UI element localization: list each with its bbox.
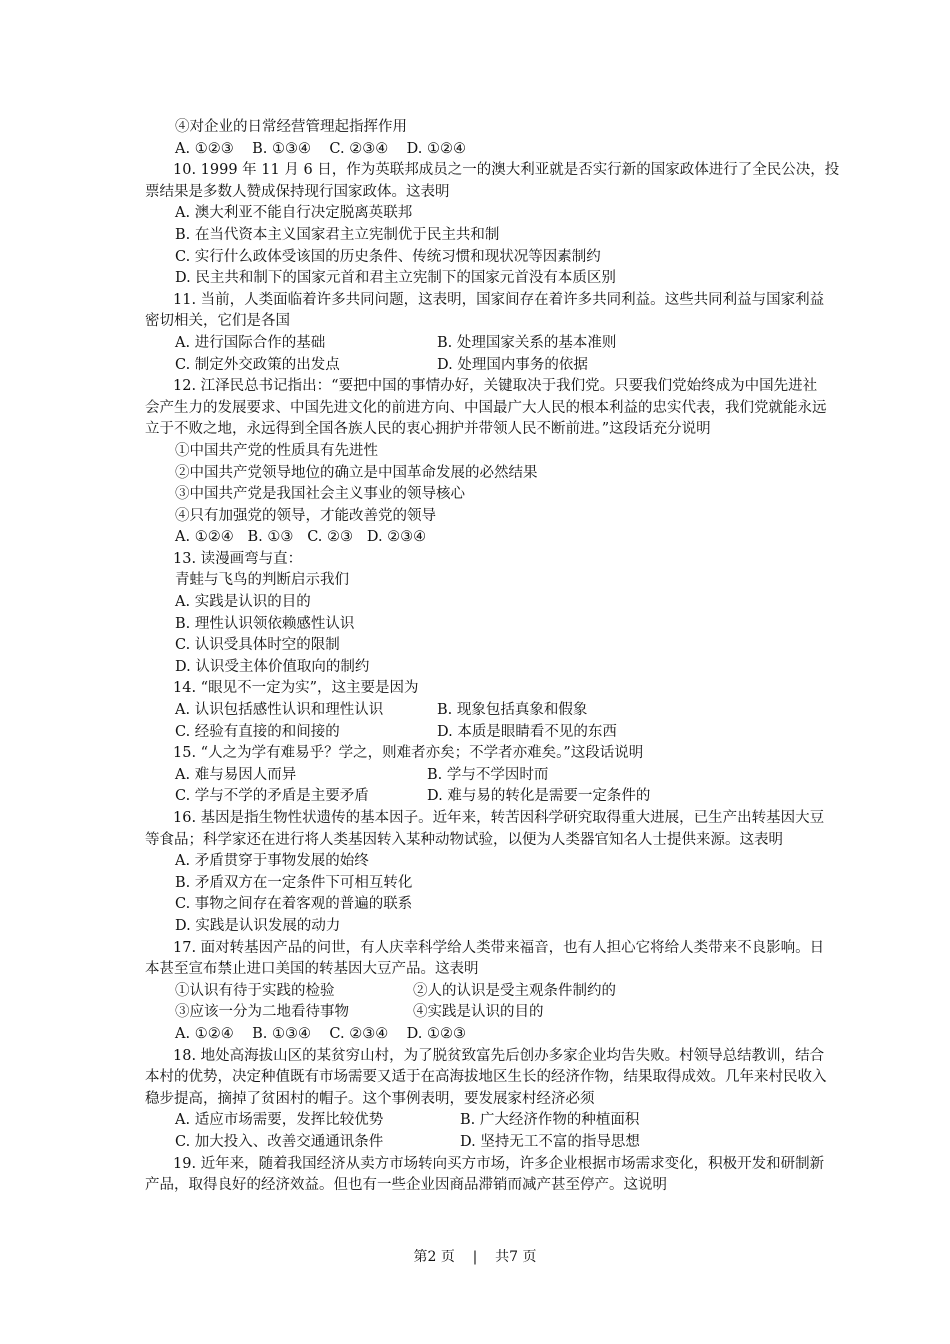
q15-stem: 15. “人之为学有难易乎？学之，则难者亦矣；不学者亦难矣。”这段话说明 <box>173 745 644 762</box>
q12-statement-4: ④只有加强党的领导，才能改善党的领导 <box>175 507 436 524</box>
q16-stem-line2: 等食品；科学家还在进行将人类基因转入某种动物试验，以便为人类器官知名人士提供来源。这表明 <box>145 831 783 848</box>
q16-option-d: D. 实践是认识发展的动力 <box>175 917 341 934</box>
q16-option-c: C. 事物之间存在着客观的普遍的联系 <box>175 896 413 913</box>
q14-option-d: D. 本质是眼睛看不见的东西 <box>437 723 617 740</box>
q14-stem: 14. “眼见不一定为实”，这主要是因为 <box>173 680 419 697</box>
q11-stem-line1: 11. 当前，人类面临着许多共同问题，这表明，国家间存在着许多共同利益。这些共同利益与国家利益 <box>173 291 825 308</box>
q10-option-a: A. 澳大利亚不能自行决定脱离英联邦 <box>175 205 413 222</box>
page-content <box>145 117 840 1197</box>
q11-option-d: D. 处理国内事务的依据 <box>437 356 588 373</box>
q14-options-row2 <box>145 722 825 744</box>
q9-option-4: ④对企业的日常经营管理起指挥作用 <box>175 119 407 135</box>
q17-statements-row1 <box>145 981 825 1003</box>
q11-option-a: A. 进行国际合作的基础 <box>175 334 326 351</box>
q14-options-row1 <box>145 700 825 722</box>
q13-option-b: B. 理性认识领依赖感性认识 <box>175 615 355 632</box>
page-number: 第2 页 <box>413 1249 455 1265</box>
q13-option-d: D. 认识受主体价值取向的制约 <box>175 658 370 675</box>
q17-choices: A. ①②④ B. ①③④ C. ②③④ D. ①②③ <box>175 1025 466 1042</box>
q13-option-a: A. 实践是认识的目的 <box>175 594 311 611</box>
q18-option-c: C. 加大投入、改善交通通讯条件 <box>175 1133 384 1150</box>
q11-options-row1 <box>145 333 825 355</box>
q13-stem-line2: 青蛙与飞鸟的判断启示我们 <box>175 572 349 589</box>
q15-option-d: D. 难与易的转化是需要一定条件的 <box>427 788 651 805</box>
q13-stem-line1: 13. 读漫画弯与直： <box>173 550 303 567</box>
q15-options-row2 <box>145 786 825 808</box>
q11-option-b: B. 处理国家关系的基本准则 <box>437 334 617 351</box>
q15-option-c: C. 学与不学的矛盾是主要矛盾 <box>175 788 369 805</box>
q19-stem-line2: 产品，取得良好的经济效益。但也有一些企业因商品滞销而减产甚至停产。这说明 <box>145 1177 667 1194</box>
q17-stem-line2: 本甚至宣布禁止进口美国的转基因大豆产品。这表明 <box>145 961 479 978</box>
q10-option-b: B. 在当代资本主义国家君主立宪制优于民主共和制 <box>175 226 500 243</box>
q14-option-c: C. 经验有直接的和间接的 <box>175 723 340 740</box>
q11-stem-line2: 密切相关，它们是各国 <box>145 313 290 330</box>
q9-choices: A. ①②③ B. ①③④ C. ②③④ D. ①②④ <box>175 140 466 157</box>
q12-statement-2: ②中国共产党领导地位的确立是中国革命发展的必然结果 <box>175 464 538 481</box>
q15-options-row1 <box>145 765 825 787</box>
q14-option-b: B. 现象包括真象和假象 <box>437 702 588 719</box>
q11-option-c: C. 制定外交政策的出发点 <box>175 356 340 373</box>
q13-option-c: C. 认识受具体时空的限制 <box>175 637 340 654</box>
q17-statement-2: ②人的认识是受主观条件制约的 <box>413 982 616 999</box>
q16-option-b: B. 矛盾双方在一定条件下可相互转化 <box>175 874 413 891</box>
q12-statement-3: ③中国共产党是我国社会主义事业的领导核心 <box>175 486 465 503</box>
q18-stem-line2: 本村的优势，决定种值既有市场需要又适于在高海拔地区生长的经济作物，结果取得成效。几年来村民收入 <box>145 1069 827 1086</box>
q17-statement-4: ④实践是认识的目的 <box>413 1004 544 1021</box>
q16-option-a: A. 矛盾贯穿于事物发展的始终 <box>175 853 369 870</box>
q18-option-b: B. 广大经济作物的种植面积 <box>460 1112 640 1129</box>
q10-stem-line2: 票结果是多数人赞成保持现行国家政体。这表明 <box>145 183 450 200</box>
q17-statement-3: ③应该一分为二地看待事物 <box>175 1004 349 1021</box>
q18-stem-line3: 稳步提高，摘掉了贫困村的帽子。这个事例表明，要发展家村经济必须 <box>145 1090 595 1107</box>
q11-options-row2 <box>145 355 825 377</box>
q12-choices: A. ①②④ B. ①③ C. ②③ D. ②③④ <box>175 529 427 546</box>
q17-statements-row2 <box>145 1002 825 1024</box>
total-pages: 共7 页 <box>495 1249 537 1265</box>
q17-statement-1: ①认识有待于实践的检验 <box>175 982 335 999</box>
q19-stem-line1: 19. 近年来，随着我国经济从卖方市场转向买方市场，许多企业根据市场需求变化，积极开发和研制新 <box>173 1155 825 1172</box>
footer-separator: | <box>472 1249 478 1265</box>
q10-option-c: C. 实行什么政体受该国的历史条件、传统习惯和现状况等因素制约 <box>175 248 601 265</box>
q12-stem-line2: 会产生力的发展要求、中国先进文化的前进方向、中国最广大人民的根本利益的忠实代表，我们党就能永远 <box>145 399 827 416</box>
q10-option-d: D. 民主共和制下的国家元首和君主立宪制下的国家元首没有本质区别 <box>175 270 616 287</box>
q15-option-b: B. 学与不学因时而 <box>427 766 549 783</box>
q18-stem-line1: 18. 地处高海拔山区的某贫穷山村，为了脱贫致富先后创办多家企业均告失败。村领导总结教训，结合 <box>173 1047 825 1064</box>
q12-statement-1: ①中国共产党的性质具有先进性 <box>175 442 378 459</box>
q14-option-a: A. 认识包括感性认识和理性认识 <box>175 702 384 719</box>
q18-option-a: A. 适应市场需要，发挥比较优势 <box>175 1112 384 1129</box>
q15-option-a: A. 难与易因人而异 <box>175 766 297 783</box>
q18-option-d: D. 坚持无工不富的指导思想 <box>460 1133 640 1150</box>
q12-stem-line3: 立于不败之地，永远得到全国各族人民的衷心拥护并带领人民不断前进。”这段话充分说明 <box>145 421 711 438</box>
q10-stem-line1: 10. 1999 年 11 月 6 日，作为英联邦成员之一的澳大利亚就是否实行新的国家政体进行了全民公决，投 <box>173 162 840 179</box>
q18-options-row1 <box>145 1110 825 1132</box>
q16-stem-line1: 16. 基因是指生物性状遗传的基本因子。近年来，转苦因科学研究取得重大进展，已生产出转基因大豆 <box>173 810 825 826</box>
q18-options-row2 <box>145 1132 825 1154</box>
q17-stem-line1: 17. 面对转基因产品的问世，有人庆幸科学给人类带来福音，也有人担心它将给人类带来不良影响。日 <box>173 939 825 956</box>
page-footer <box>0 1246 950 1266</box>
q12-stem-line1: 12. 江泽民总书记指出：“要把中国的事情办好，关键取决于我们党。只要我们党始终成为中国先进社 <box>173 378 818 395</box>
